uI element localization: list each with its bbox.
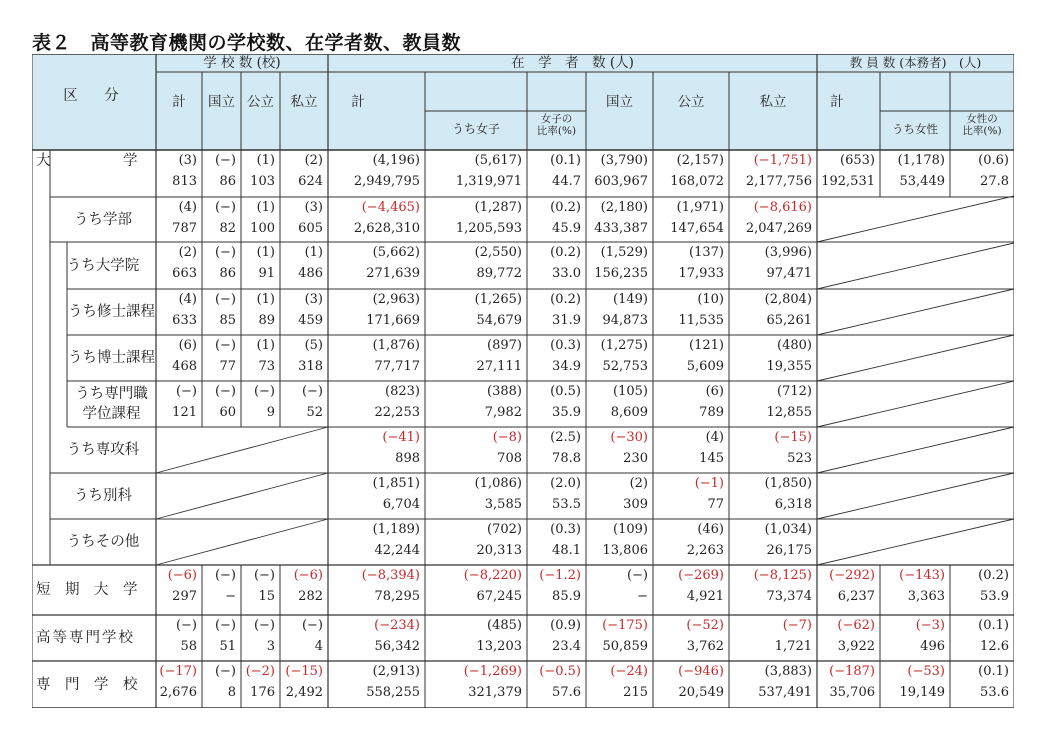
change-value: (−) [253,618,275,633]
change-value: (653) [840,153,875,168]
change-value: (−1,751) [753,153,812,168]
statistics-table [32,54,1014,708]
count-value: 8,609 [610,405,648,420]
row-label-senmon: 専 門 学 校 [36,676,138,693]
change-value: (−175) [602,618,648,633]
change-value: (712) [777,384,812,399]
change-value: (−4,465) [361,200,420,215]
change-value: (−) [253,384,275,399]
count-value: 53.6 [980,685,1009,700]
change-value: (1,275) [600,338,648,353]
change-value: (2.0) [550,476,581,491]
header-shiritsu: 私立 [290,94,318,110]
change-value: (0.2) [550,292,581,307]
grid-line [817,289,1014,335]
change-value: (−) [301,618,323,633]
count-value: 147,654 [670,221,724,236]
header-teachers-kei: 計 [830,94,844,110]
change-value: (121) [689,338,724,353]
count-value: 813 [172,174,197,189]
change-value: (137) [689,245,724,260]
count-value: 171,669 [366,313,420,328]
change-value: (1,850) [764,476,812,491]
count-value: 67,245 [476,589,522,604]
count-value: 2,177,756 [745,174,812,189]
change-value: (5,662) [372,245,420,260]
change-value: (−234) [374,618,420,633]
count-value: 89,772 [476,266,522,281]
header-josei-hiritsu: 比率(%) [962,125,1002,137]
change-value: (6) [705,384,724,399]
change-value: (3,790) [600,153,648,168]
change-value: (−15) [285,664,323,679]
change-value: (4) [705,430,724,445]
count-value: 50,859 [602,639,648,654]
count-value: 605 [298,221,323,236]
change-value: (1) [256,153,275,168]
count-value: 58 [180,639,197,654]
change-value: (−2) [245,664,275,679]
count-value: 297 [172,589,197,604]
count-value: 2,492 [285,685,323,700]
count-value: 35.9 [552,405,581,420]
change-value: (−8,394) [361,568,420,583]
count-value: 20,313 [476,543,522,558]
count-value: 523 [787,451,812,466]
header-kokuritsu: 国立 [208,94,235,110]
header-koritsu: 公立 [677,94,705,110]
count-value: 65,261 [766,313,812,328]
change-value: (105) [613,384,648,399]
row-label-kosen: 高等専門学校 [36,630,135,646]
count-value: 31.9 [552,313,581,328]
change-value: (2,804) [764,292,812,307]
change-value: (1) [304,245,323,260]
grid-line [817,519,1014,565]
change-value: (1,971) [676,200,724,215]
count-value: 35,706 [829,685,875,700]
row-label-senmonshoku: 学位課程 [82,406,141,422]
change-value: (−) [214,384,236,399]
count-value: 60 [219,405,236,420]
count-value: 78,295 [374,589,420,604]
change-value: (3) [178,153,197,168]
header-joshi-hiritsu: 女子の [540,113,573,125]
count-value: 89 [258,313,275,328]
grid-line [817,335,1014,381]
change-value: (−) [214,664,236,679]
change-value: (1,265) [474,292,522,307]
count-value: 26,175 [766,543,812,558]
count-value: 192,531 [821,174,875,189]
change-value: (480) [777,338,812,353]
count-value: 48.1 [552,543,581,558]
count-value: 34.9 [552,359,581,374]
change-value: (0.5) [550,384,581,399]
change-value: (2,913) [372,664,420,679]
change-value: (1,876) [372,338,420,353]
change-value: (2,180) [600,200,648,215]
change-value: (4,196) [372,153,420,168]
count-value: 54,679 [476,313,522,328]
change-value: (0.1) [550,153,581,168]
count-value: 486 [298,266,323,281]
change-value: (2,963) [372,292,420,307]
count-value: 77,717 [374,359,420,374]
change-value: (−24) [610,664,648,679]
change-value: (0.1) [978,664,1009,679]
row-label-senmonshoku: うち専門職 [75,386,148,402]
count-value: 19,149 [899,685,945,700]
count-value: 94,873 [602,313,648,328]
count-value: 318 [298,359,323,374]
header-teachers: 教 員 数 (本務者) (人) [849,55,982,70]
change-value: (−41) [382,430,420,445]
change-value: (0.1) [978,618,1009,633]
change-value: (−53) [907,664,945,679]
change-value: (−30) [610,430,648,445]
count-value: 15 [258,589,275,604]
count-value: 8 [227,685,236,700]
header-students: 在 学 者 数 (人) [511,55,634,71]
change-value: (−) [175,384,197,399]
grid-line [817,427,1014,473]
count-value: 77 [707,497,724,512]
change-value: (897) [487,338,522,353]
change-value: (1) [256,200,275,215]
count-value: 44.7 [552,174,581,189]
count-value: 86 [219,174,236,189]
change-value: (0.9) [550,618,581,633]
count-value: 91 [258,266,275,281]
header-josei-hiritsu: 女性の [966,113,998,125]
count-value: 558,255 [366,685,420,700]
change-value: (0.2) [550,245,581,260]
count-value: 3,762 [686,639,724,654]
count-value: 19,355 [766,359,812,374]
header-kei: 計 [172,94,186,110]
change-value: (3) [304,200,323,215]
header-kubun: 区 分 [63,88,125,104]
count-value: − [637,589,648,604]
change-value: (1,178) [897,153,945,168]
change-value: (823) [385,384,420,399]
count-value: 77 [219,359,236,374]
grid-line [817,381,1014,427]
change-value: (−1.2) [539,568,581,583]
count-value: 156,235 [594,266,648,281]
row-label-gakubu: うち学部 [74,211,132,228]
count-value: 73 [258,359,275,374]
table-title: 表２ 高等教育機関の学校数、在学者数、教員数 [32,32,462,54]
header-kokuritsu: 国立 [606,94,633,110]
count-value: 282 [298,589,323,604]
change-value: (1) [256,245,275,260]
change-value: (−) [214,618,236,633]
count-value: 176 [250,685,275,700]
change-value: (2,550) [474,245,522,260]
count-value: 53.5 [552,497,581,512]
change-value: (−) [214,292,236,307]
row-label-shushi: うち修士課程 [68,304,155,320]
count-value: 468 [172,359,197,374]
count-value: − [225,589,236,604]
change-value: (−6) [293,568,323,583]
row-label-daigaku: 大 学 [36,153,138,169]
count-value: 6,704 [382,497,420,512]
change-value: (2,157) [676,153,724,168]
count-value: 73,374 [766,589,812,604]
change-value: (−8,125) [753,568,812,583]
grid-line [156,519,328,565]
change-value: (702) [487,522,522,537]
change-value: (−1,269) [463,664,522,679]
header-koritsu: 公立 [247,94,274,110]
count-value: 5,609 [686,359,724,374]
count-value: 2,949,795 [353,174,420,189]
count-value: 321,379 [468,685,522,700]
change-value: (−6) [167,568,197,583]
change-value: (−62) [837,618,875,633]
count-value: 145 [699,451,724,466]
grid-line [817,243,1014,289]
change-value: (1,086) [474,476,522,491]
change-value: (5) [304,338,323,353]
count-value: 45.9 [552,221,581,236]
change-value: (109) [613,522,648,537]
change-value: (46) [697,522,724,537]
count-value: 537,491 [758,685,812,700]
count-value: 23.4 [552,639,581,654]
count-value: 9 [266,405,275,420]
count-value: 898 [395,451,420,466]
count-value: 52,753 [602,359,648,374]
count-value: 1,721 [774,639,812,654]
count-value: 13,806 [602,543,648,558]
change-value: (1) [256,338,275,353]
change-value: (1,851) [372,476,420,491]
count-value: 271,639 [366,266,420,281]
header-uchi-joshi: うち女子 [451,122,500,136]
change-value: (2) [629,476,648,491]
change-value: (1,034) [764,522,812,537]
change-value: (−187) [829,664,875,679]
grid-line [817,473,1014,519]
change-value: (−292) [829,568,875,583]
count-value: 121 [172,405,197,420]
change-value: (4) [178,292,197,307]
count-value: 2,628,310 [353,221,420,236]
change-value: (0.6) [978,153,1009,168]
count-value: 4 [314,639,323,654]
count-value: 2,263 [686,543,724,558]
change-value: (−946) [678,664,724,679]
count-value: 433,387 [594,221,648,236]
count-value: 11,535 [678,313,724,328]
count-value: 7,982 [484,405,522,420]
count-value: 27,111 [476,359,522,374]
count-value: 787 [172,221,197,236]
change-value: (4) [178,200,197,215]
change-value: (3) [304,292,323,307]
count-value: 3 [266,639,275,654]
count-value: 85 [219,313,236,328]
count-value: 663 [172,266,197,281]
count-value: 6,318 [774,497,812,512]
count-value: 603,967 [594,174,648,189]
change-value: (10) [697,292,724,307]
change-value: (2) [178,245,197,260]
change-value: (−) [253,568,275,583]
grid-line [156,427,328,473]
count-value: 2,676 [159,685,197,700]
count-value: 12,855 [766,405,812,420]
change-value: (1,189) [372,522,420,537]
change-value: (3,883) [764,664,812,679]
change-value: (1) [256,292,275,307]
change-value: (0.2) [550,200,581,215]
change-value: (0.3) [550,522,581,537]
header-joshi-hiritsu: 比率(%) [536,125,577,137]
change-value: (−) [214,568,236,583]
count-value: 624 [298,174,323,189]
count-value: 17,933 [678,266,724,281]
header-students-kei: 計 [351,94,365,110]
change-value: (388) [487,384,522,399]
count-value: 230 [623,451,648,466]
row-label-senkoka: うち専攻科 [66,442,140,458]
count-value: 3,585 [484,497,522,512]
change-value: (149) [613,292,648,307]
count-value: 309 [623,497,648,512]
count-value: 85.9 [552,589,581,604]
count-value: 1,319,971 [455,174,522,189]
row-label-bekka: うち別科 [74,488,132,504]
change-value: (−3) [915,618,945,633]
change-value: (−) [175,618,197,633]
count-value: 27.8 [980,174,1009,189]
change-value: (−269) [678,568,724,583]
change-value: (5,617) [474,153,522,168]
count-value: 12.6 [980,639,1009,654]
change-value: (2) [304,153,323,168]
count-value: 53,449 [899,174,945,189]
count-value: 51 [219,639,236,654]
change-value: (0.3) [550,338,581,353]
change-value: (−8) [492,430,522,445]
change-value: (1,287) [474,200,522,215]
grid-line [817,196,1014,242]
count-value: 3,363 [907,589,945,604]
change-value: (−52) [686,618,724,633]
count-value: 708 [497,451,522,466]
change-value: (−143) [899,568,945,583]
count-value: 2,047,269 [745,221,812,236]
count-value: 168,072 [670,174,724,189]
change-value: (2.5) [550,430,581,445]
count-value: 52 [306,405,323,420]
count-value: 215 [623,685,648,700]
change-value: (−17) [159,664,197,679]
change-value: (−15) [774,430,812,445]
header-schools: 学 校 数 (校) [203,55,281,71]
count-value: 33.0 [552,266,581,281]
grid-line [156,473,328,519]
count-value: 459 [298,313,323,328]
change-value: (−) [214,153,236,168]
header-shiritsu: 私立 [759,94,787,110]
count-value: 13,203 [476,639,522,654]
count-value: 53.9 [980,589,1009,604]
count-value: 789 [699,405,724,420]
change-value: (485) [487,618,522,633]
count-value: 633 [172,313,197,328]
change-value: (−) [301,384,323,399]
count-value: 6,237 [837,589,875,604]
row-label-hakushi: うち博士課程 [68,350,155,366]
count-value: 3,922 [837,639,875,654]
count-value: 22,253 [374,405,420,420]
row-label-sonota: うちその他 [66,534,140,550]
count-value: 496 [920,639,945,654]
count-value: 42,244 [374,543,420,558]
count-value: 56,342 [374,639,420,654]
change-value: (−) [214,245,236,260]
count-value: 97,471 [766,266,812,281]
change-value: (−) [214,338,236,353]
count-value: 86 [219,266,236,281]
count-value: 20,549 [678,685,724,700]
header-uchi-josei: うち女性 [892,122,938,136]
change-value: (−8,220) [463,568,522,583]
count-value: 100 [250,221,275,236]
row-label-tanki: 短 期 大 学 [36,582,138,598]
count-value: 1,205,593 [455,221,522,236]
change-value: (−) [626,568,648,583]
change-value: (−7) [782,618,812,633]
change-value: (−0.5) [539,664,581,679]
change-value: (−) [214,200,236,215]
change-value: (−8,616) [753,200,812,215]
change-value: (−1) [694,476,724,491]
change-value: (6) [178,338,197,353]
count-value: 103 [250,174,275,189]
count-value: 4,921 [686,589,724,604]
change-value: (0.2) [978,568,1009,583]
count-value: 57.6 [552,685,581,700]
count-value: 78.8 [552,451,581,466]
change-value: (1,529) [600,245,648,260]
count-value: 82 [219,221,236,236]
row-label-daigakuin: うち大学院 [66,257,140,274]
change-value: (3,996) [764,245,812,260]
